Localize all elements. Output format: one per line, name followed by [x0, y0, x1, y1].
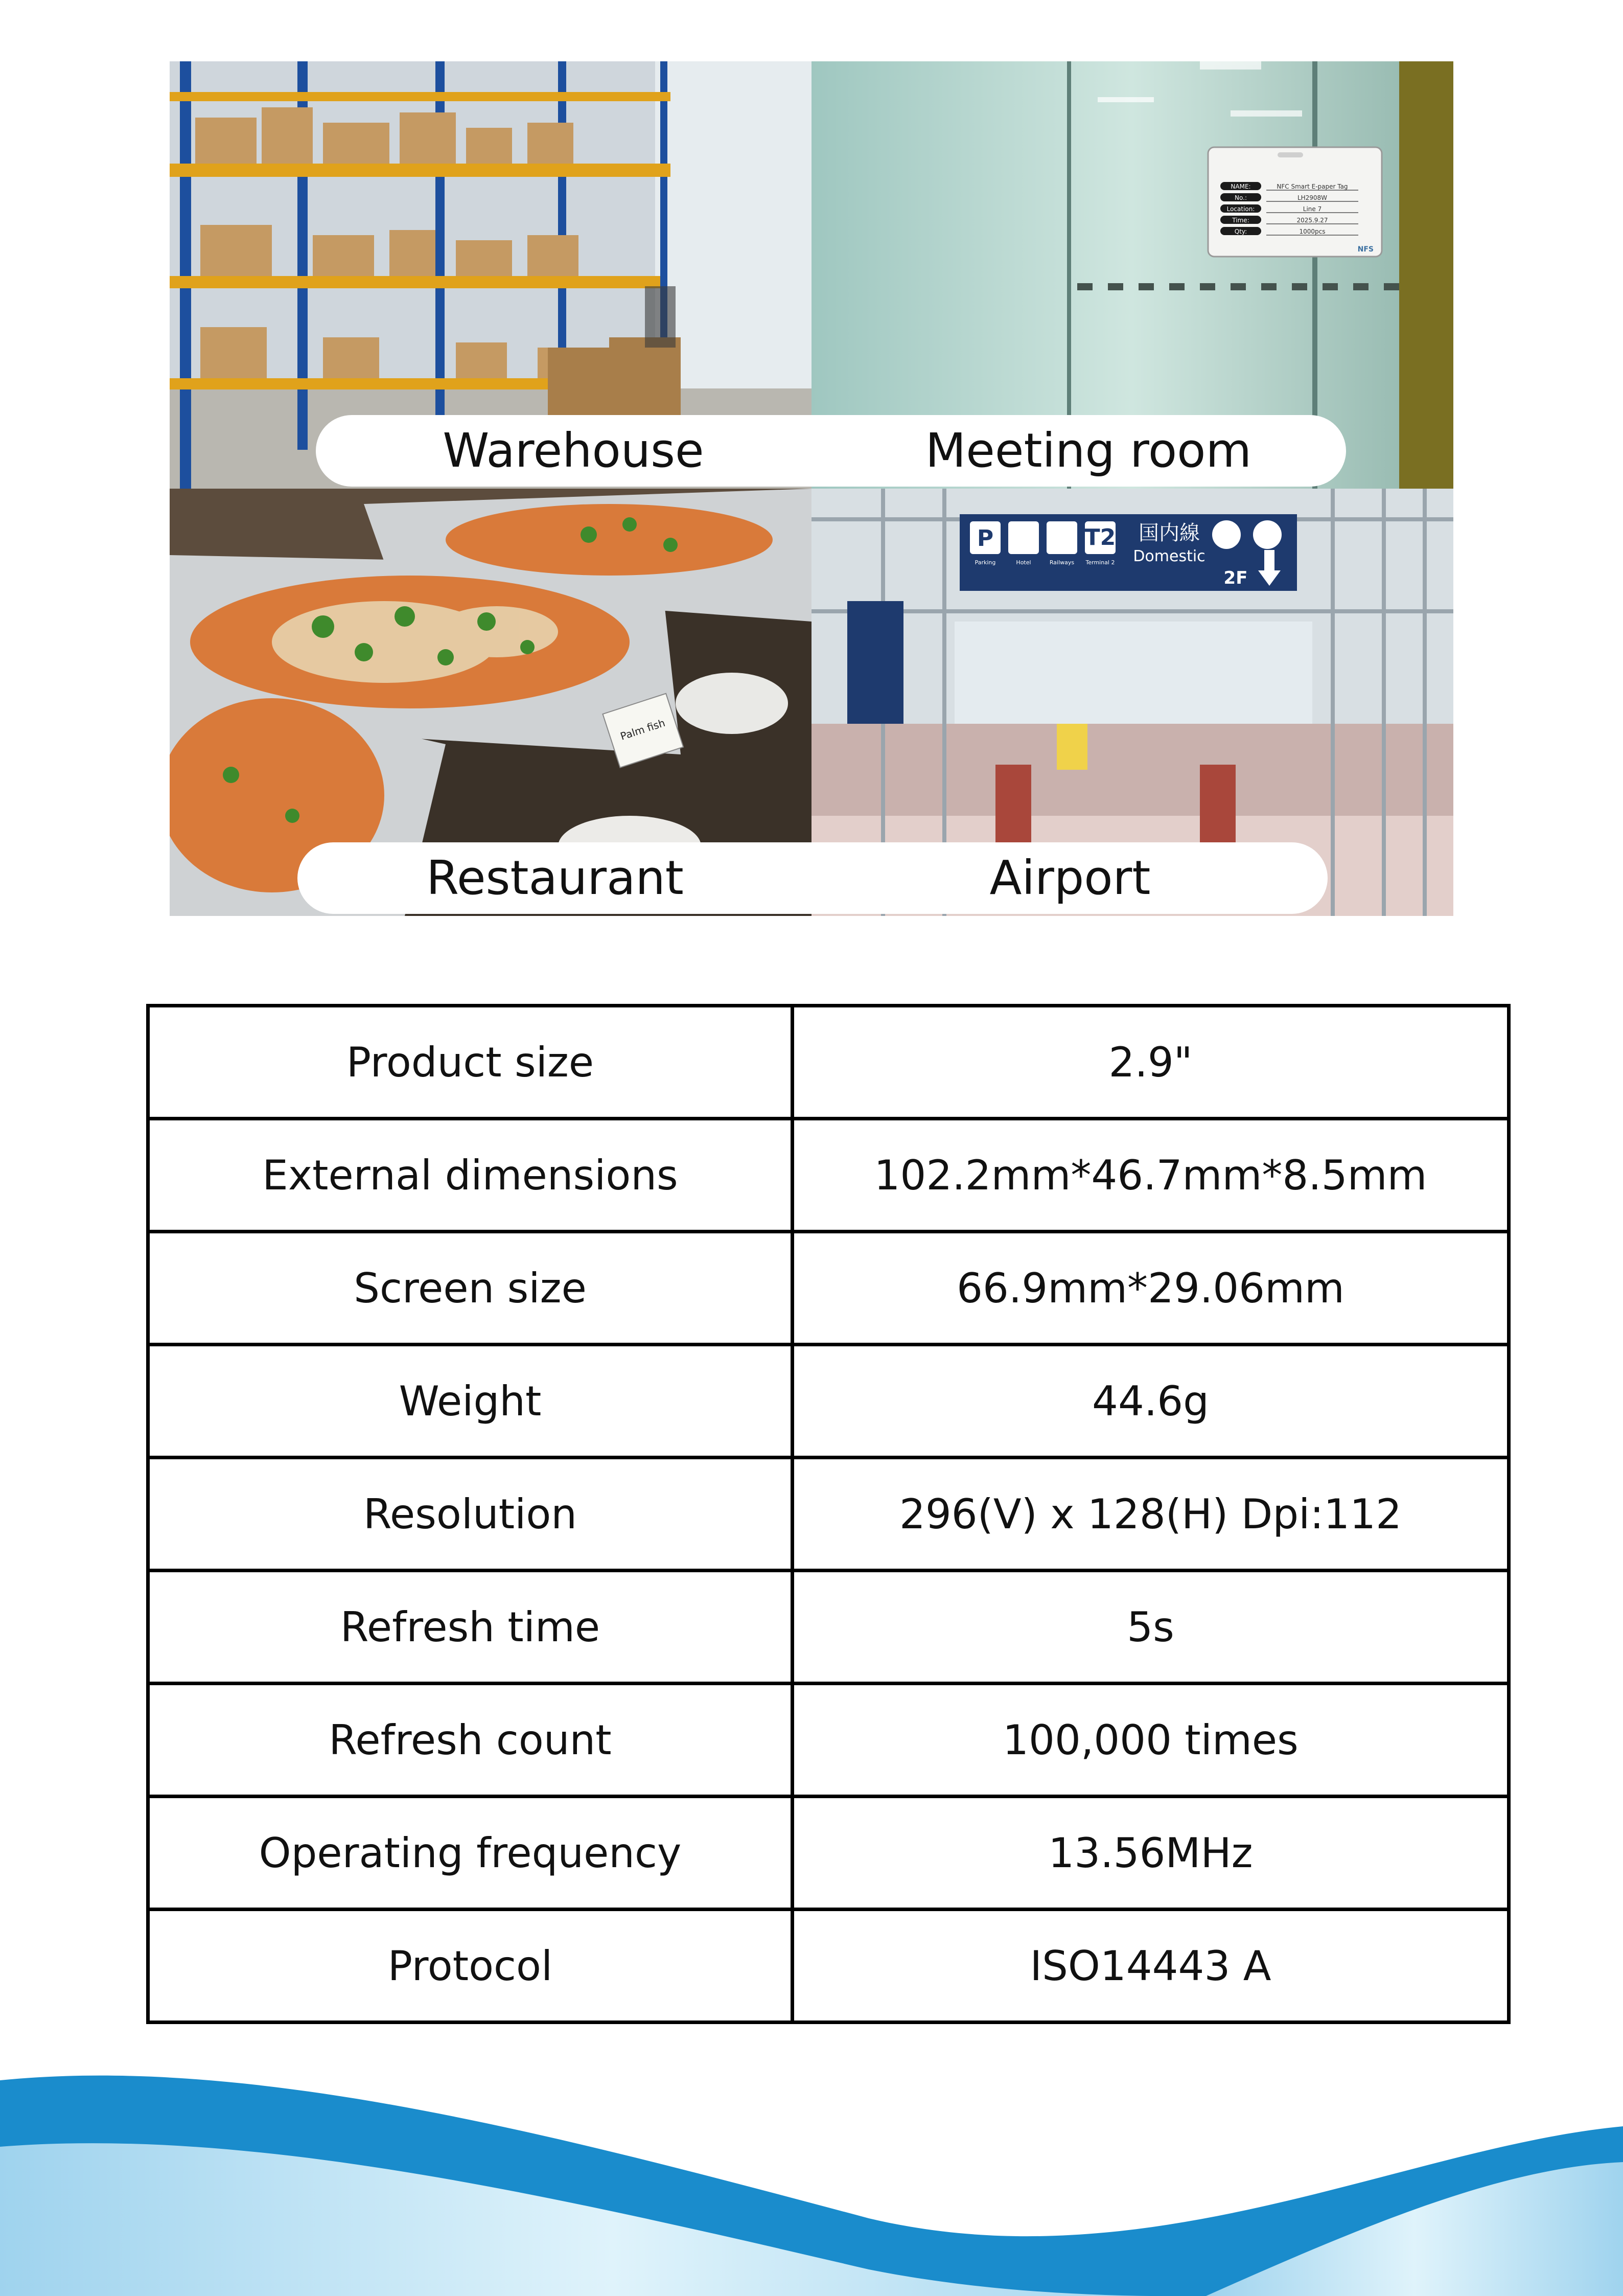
sign-label-terminal: Terminal 2	[1085, 559, 1115, 566]
sign-label-hotel: Hotel	[1016, 559, 1031, 566]
sign-label-railways: Railways	[1049, 559, 1075, 566]
spec-value: 102.2mm*46.7mm*8.5mm	[793, 1119, 1509, 1232]
spec-value: 100,000 times	[793, 1684, 1509, 1797]
tile-label-warehouse: Warehouse	[443, 423, 704, 478]
sign-floor: 2F	[1223, 568, 1248, 588]
table-row	[148, 1119, 1509, 1232]
label-pill-bottom	[297, 842, 1328, 914]
spec-value: 296(V) x 128(H) Dpi:112	[793, 1458, 1509, 1571]
spec-label: Operating frequency	[148, 1797, 793, 1910]
table-row	[148, 1232, 1509, 1345]
tag-value-qty: 1000pcs	[1299, 228, 1326, 235]
svg-text:T2: T2	[1084, 524, 1116, 550]
tag-field-no: No.:	[1235, 194, 1247, 201]
tag-value-location: Line 7	[1303, 205, 1322, 213]
table-row	[148, 1797, 1509, 1910]
spec-value: 2.9"	[793, 1006, 1509, 1119]
spec-value: 5s	[793, 1571, 1509, 1684]
spec-label: Protocol	[148, 1910, 793, 2023]
label-pill-top	[316, 415, 1346, 487]
sign-label-parking: Parking	[975, 559, 996, 566]
tag-field-time: Time:	[1232, 217, 1249, 224]
spec-label: Refresh count	[148, 1684, 793, 1797]
spec-value: ISO14443 A	[793, 1910, 1509, 2023]
tag-value-no: LH2908W	[1297, 194, 1328, 201]
restaurant-card-text: Palm fish	[618, 716, 667, 743]
decorative-waves	[0, 2065, 1623, 2296]
tile-label-airport: Airport	[989, 851, 1151, 905]
tag-value-name: NFC Smart E-paper Tag	[1277, 183, 1348, 190]
spec-label: Weight	[148, 1345, 793, 1458]
spec-label: Resolution	[148, 1458, 793, 1571]
sign-title-cjk: 国内線	[1139, 521, 1200, 545]
spec-label: Product size	[148, 1006, 793, 1119]
spec-value: 44.6g	[793, 1345, 1509, 1458]
spec-table	[146, 1004, 1511, 2024]
tag-value-time: 2025.9.27	[1296, 217, 1328, 224]
table-row	[148, 1006, 1509, 1119]
spec-value: 66.9mm*29.06mm	[793, 1232, 1509, 1345]
tag-brand: NFS	[1357, 245, 1374, 254]
table-row	[148, 1458, 1509, 1571]
spec-label: Screen size	[148, 1232, 793, 1345]
tile-label-meeting-room: Meeting room	[925, 423, 1252, 478]
spec-value: 13.56MHz	[793, 1797, 1509, 1910]
table-row	[148, 1345, 1509, 1458]
spec-label: External dimensions	[148, 1119, 793, 1232]
table-row	[148, 1910, 1509, 2023]
svg-text:P: P	[977, 525, 994, 552]
tag-field-location: Location:	[1226, 205, 1255, 213]
tag-field-name: NAME:	[1231, 183, 1251, 190]
tile-label-restaurant: Restaurant	[426, 851, 684, 905]
sign-title-en: Domestic	[1133, 547, 1205, 565]
tag-field-qty: Qty:	[1234, 228, 1247, 235]
spec-label: Refresh time	[148, 1571, 793, 1684]
table-row	[148, 1684, 1509, 1797]
application-collage	[170, 61, 1453, 916]
table-row	[148, 1571, 1509, 1684]
